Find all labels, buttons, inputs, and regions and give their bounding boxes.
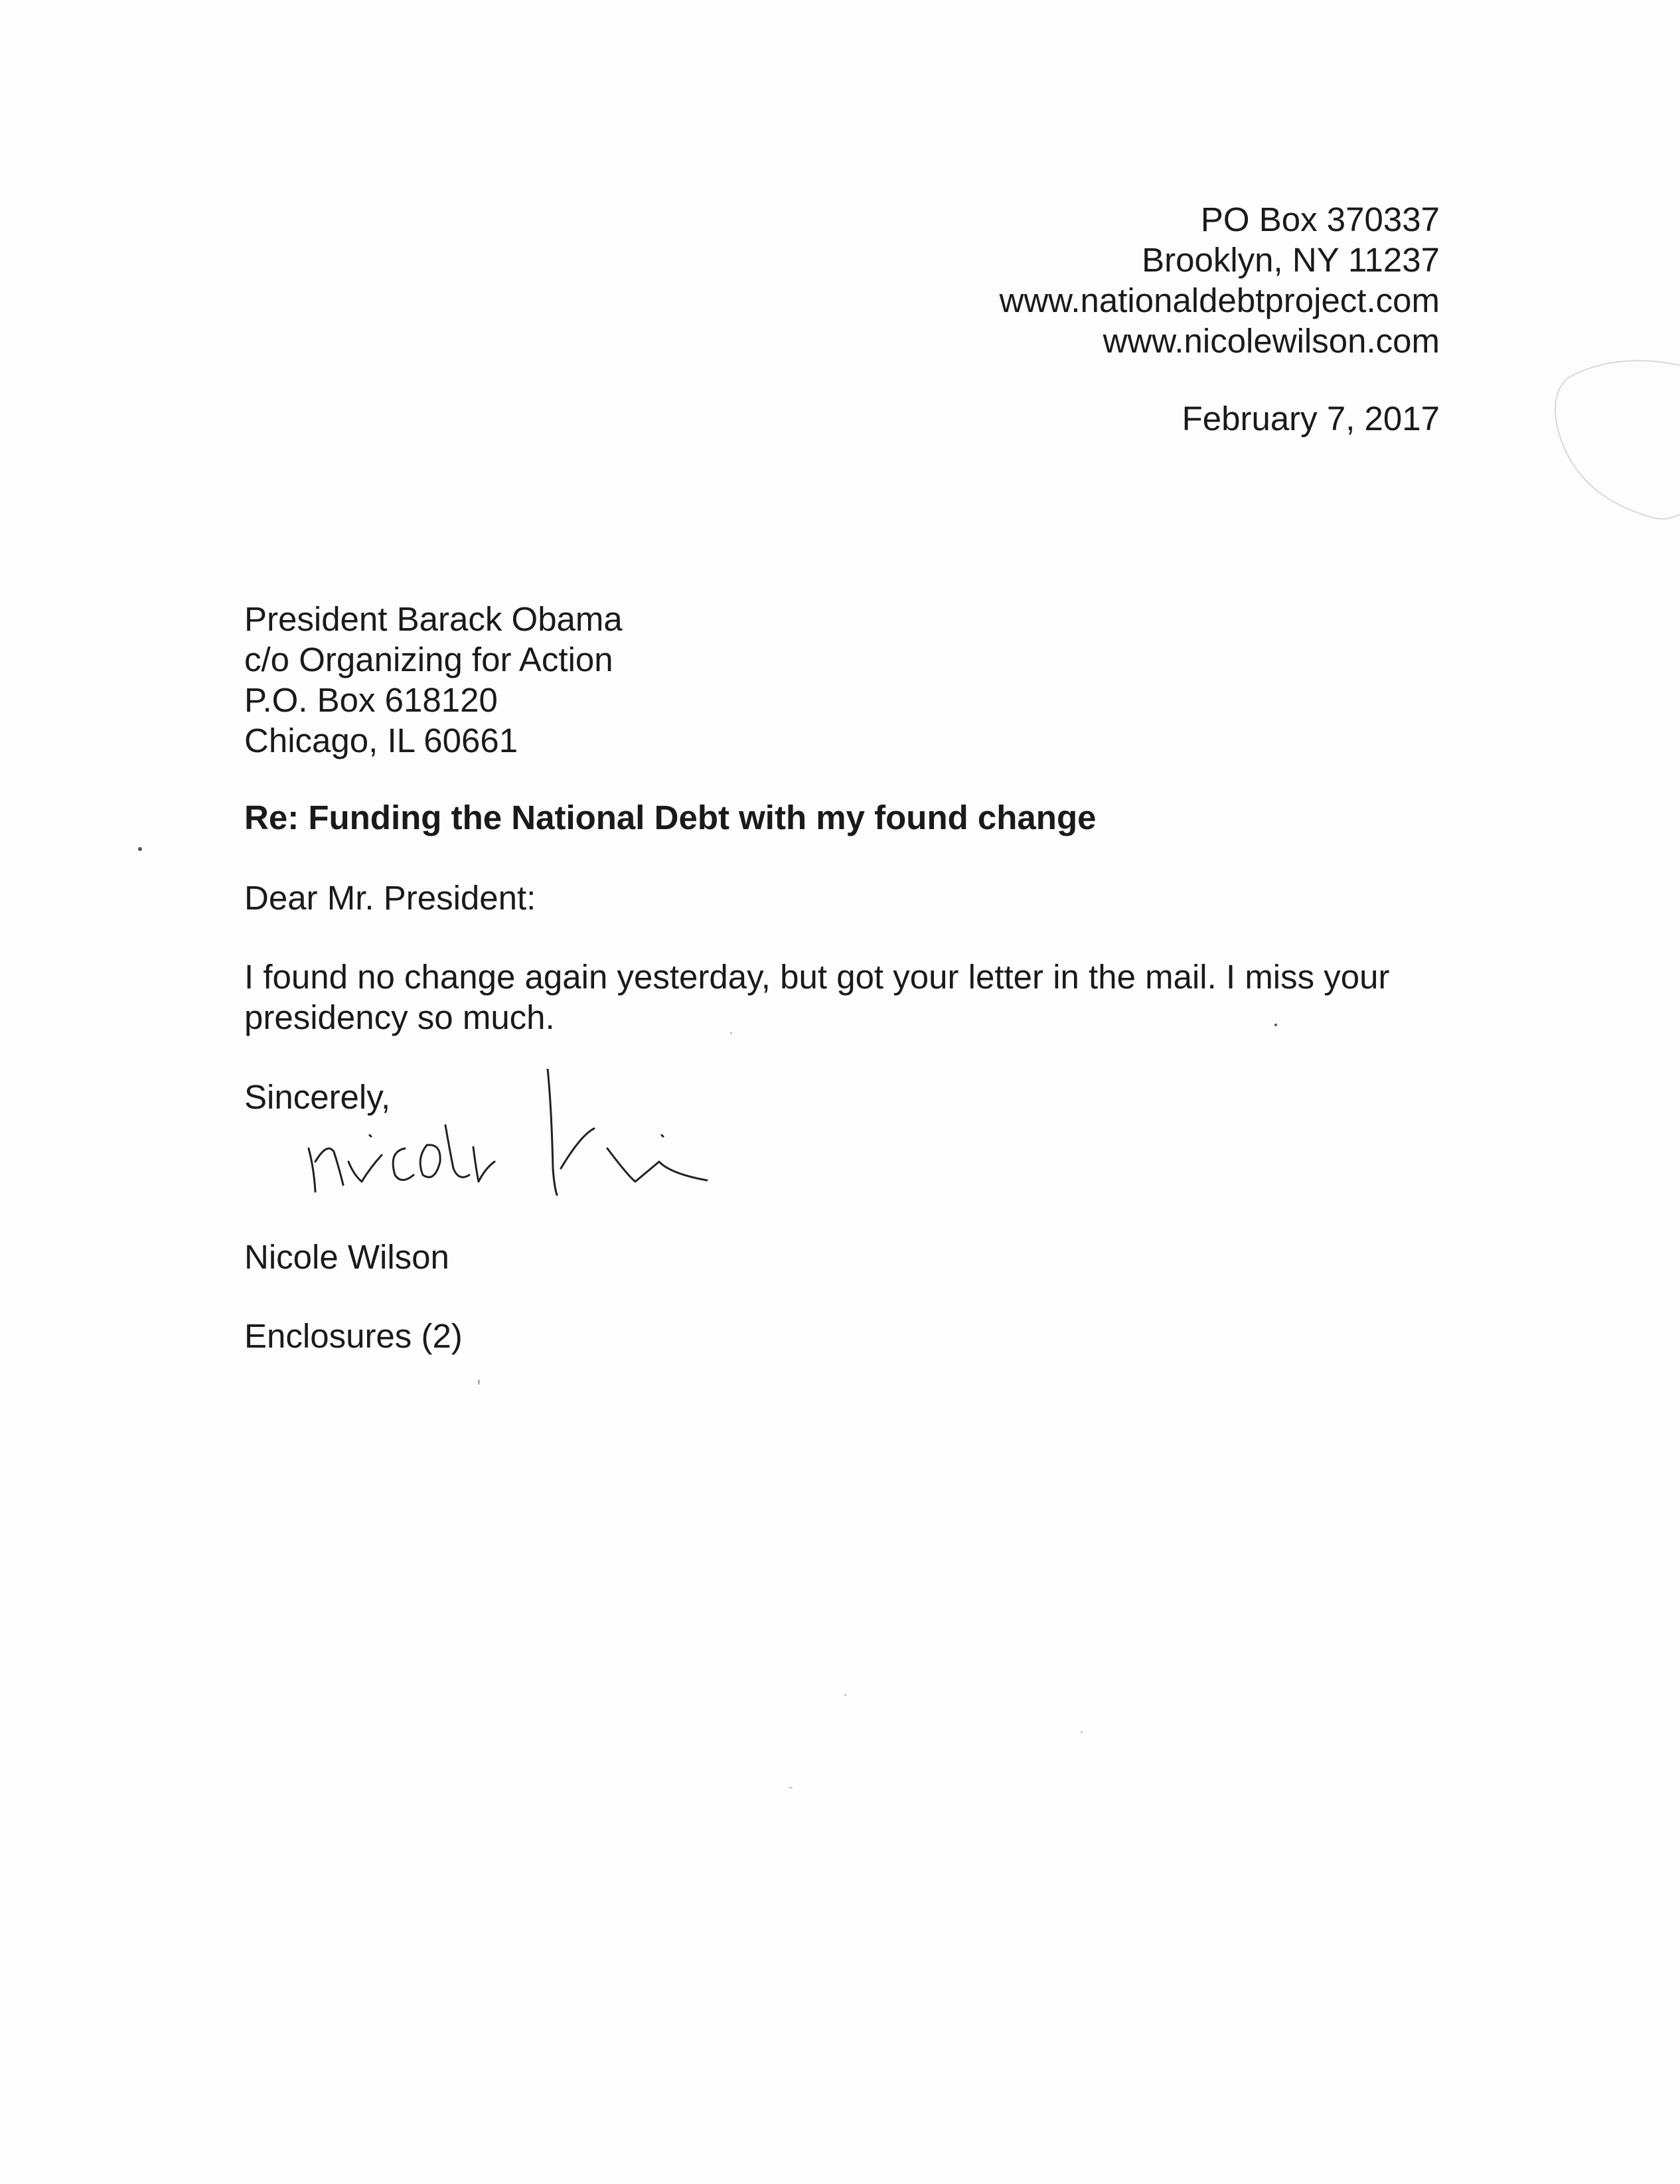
sender-address-block bbox=[643, 199, 1440, 361]
closing: Sincerely, bbox=[244, 1078, 391, 1116]
body-paragraph: I found no change again yesterday, but got your letter in the mail. I miss your presidency so much. bbox=[244, 958, 1390, 1036]
scan-speck bbox=[1081, 1731, 1083, 1733]
recipient-address-line: P.O. Box 618120 bbox=[244, 681, 498, 719]
sender-address-line: Brooklyn, NY 11237 bbox=[1142, 241, 1440, 279]
scan-speck bbox=[478, 1379, 480, 1385]
scan-speck bbox=[730, 1032, 732, 1034]
scan-speck bbox=[1274, 1024, 1277, 1026]
scan-speck bbox=[789, 1787, 793, 1788]
salutation: Dear Mr. President: bbox=[244, 879, 536, 917]
subject-line: Re: Funding the National Debt with my found change bbox=[244, 799, 1097, 836]
signer-name: Nicole Wilson bbox=[244, 1238, 449, 1276]
letter-date: February 7, 2017 bbox=[1182, 400, 1440, 437]
scan-speck bbox=[138, 847, 142, 851]
handwritten-signature bbox=[295, 1069, 720, 1215]
enclosures-note: Enclosures (2) bbox=[244, 1317, 463, 1355]
sender-website-line: www.nicolewilson.com bbox=[1103, 322, 1440, 360]
scan-speck bbox=[844, 1694, 846, 1696]
recipient-address-block bbox=[244, 599, 1174, 761]
sender-address-line: PO Box 370337 bbox=[1200, 200, 1440, 238]
paper-scan-artifact bbox=[1521, 352, 1680, 531]
recipient-name: President Barack Obama bbox=[244, 600, 623, 638]
sender-website-line: www.nationaldebtproject.com bbox=[999, 281, 1440, 319]
recipient-address-line: c/o Organizing for Action bbox=[244, 641, 613, 678]
recipient-address-line: Chicago, IL 60661 bbox=[244, 722, 518, 759]
